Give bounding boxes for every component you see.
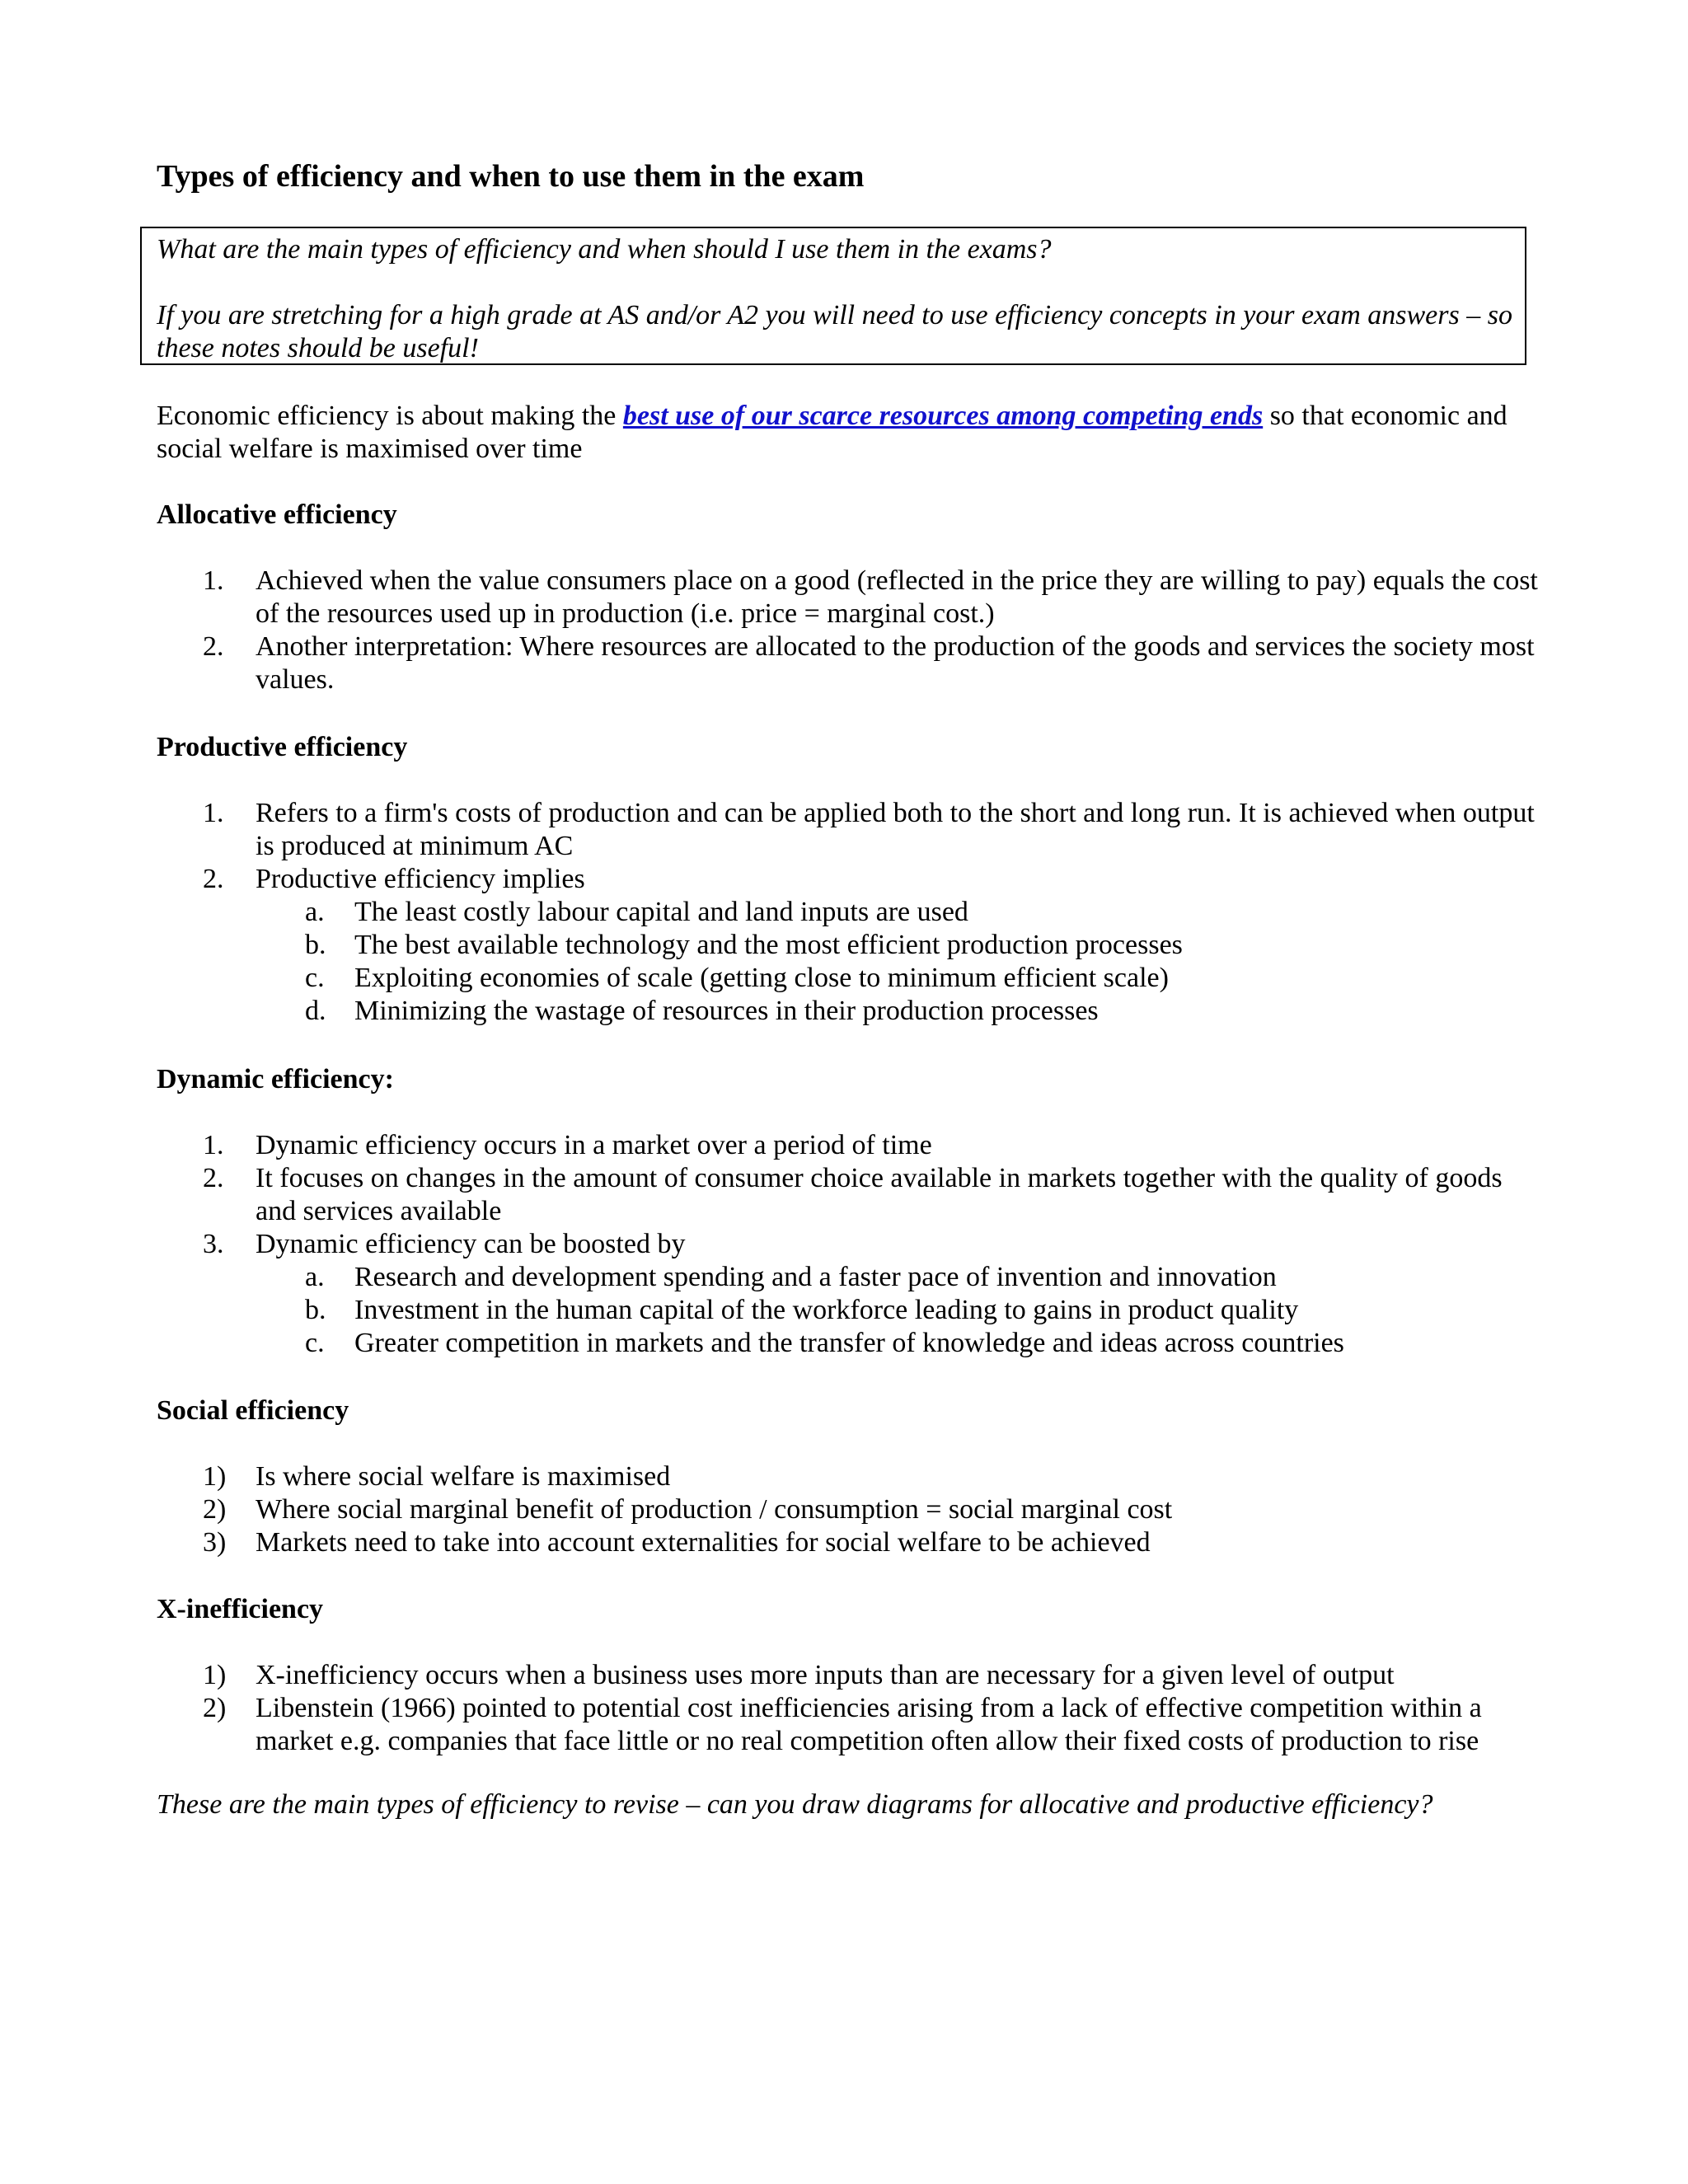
heading-allocative: Allocative efficiency (157, 499, 397, 530)
definition-before: Economic efficiency is about making the (157, 401, 623, 431)
list-item: 2. Productive efficiency implies a. The least costly labour capital and land inputs are used b. The best available technology and the most efficient production processes c. Exploiting economies of scale (getting close to minimum efficient scale) d. Minimizing the wastage of resources in their production processes (157, 863, 1550, 1028)
social-list (157, 1460, 1550, 1559)
list-item: 2. Another interpretation: Where resources are allocated to the production of the goods and services the society most values. (203, 631, 1535, 695)
list-item: 1. Refers to a firm's costs of production and can be applied both to the short and long run. It is achieved when output is produced at minimum AC (203, 798, 1535, 861)
definition-after: so that economic and social welfare is maximised over time (157, 401, 1507, 464)
x-inefficiency-list (157, 1659, 1550, 1758)
sublist-item: a. Research and development spending and a faster pace of invention and innovation (305, 1262, 1277, 1292)
allocative-list (157, 565, 1550, 696)
list-item: 2) Libenstein (1966) pointed to potential cost inefficiencies arising from a lack of effective competition within a market e.g. companies that face little or no real competition often allow their fixed costs of production to rise (203, 1693, 1482, 1756)
list-item: 1) Is where social welfare is maximised (203, 1461, 671, 1492)
intro-stretch-note: If you are stretching for a high grade at AS and/or A2 you will need to use efficiency concepts in your exam answers – so these notes should be useful! (157, 300, 1512, 363)
heading-productive: Productive efficiency (157, 732, 408, 762)
list-item: 3) Markets need to take into account externalities for social welfare to be achieved (203, 1527, 1151, 1558)
sublist-item: b. The best available technology and the most efficient production processes (305, 930, 1183, 960)
heading-social: Social efficiency (157, 1395, 349, 1426)
list-item: 1. Achieved when the value consumers place on a good (reflected in the price they are willing to pay) equals the cost of the resources used up in production (i.e. price = marginal cost.) (203, 565, 1538, 629)
list-item: 1. Dynamic efficiency occurs in a market over a period of time (203, 1130, 932, 1160)
sublist-item: c. Greater competition in markets and the transfer of knowledge and ideas across countries (305, 1328, 1344, 1358)
sublist-item: a. The least costly labour capital and land inputs are used (305, 897, 968, 927)
list-item: 2) Where social marginal benefit of production / consumption = social marginal cost (203, 1494, 1173, 1525)
intro-question: What are the main types of efficiency and when should I use them in the exams? (157, 234, 1052, 265)
list-item: 1) X-inefficiency occurs when a business uses more inputs than are necessary for a given level of output (203, 1660, 1395, 1690)
definition-link[interactable]: best use of our scarce resources among competing ends (622, 401, 1264, 431)
dynamic-list (157, 1129, 1550, 1360)
productive-list (157, 797, 1550, 1028)
page-title: Types of efficiency and when to use them in the exam (157, 159, 865, 194)
list-item: 2. It focuses on changes in the amount of consumer choice available in markets together with the quality of goods and services available (203, 1163, 1503, 1226)
heading-dynamic: Dynamic efficiency: (157, 1064, 394, 1094)
sublist-item: d. Minimizing the wastage of resources in their production processes (305, 996, 1099, 1026)
sublist-item: b. Investment in the human capital of the workforce leading to gains in product quality (305, 1295, 1299, 1325)
closing-note: These are the main types of efficiency to revise – can you draw diagrams for allocative and productive efficiency? (157, 1789, 1433, 1820)
sublist-item: c. Exploiting economies of scale (getting close to minimum efficient scale) (305, 963, 1169, 993)
list-item: 3. Dynamic efficiency can be boosted by a. Research and development spending and a faster pace of invention and innovation b. Investment in the human capital of the workforce leading to gains in product quality c. Greater competition in markets and the transfer of knowledge and ideas across countries (157, 1228, 1550, 1360)
definition-paragraph (157, 400, 1550, 466)
productive-sublist (256, 896, 1550, 1028)
intro-box (140, 227, 1526, 365)
heading-x-inefficiency: X-inefficiency (157, 1594, 324, 1624)
dynamic-sublist (256, 1261, 1550, 1360)
